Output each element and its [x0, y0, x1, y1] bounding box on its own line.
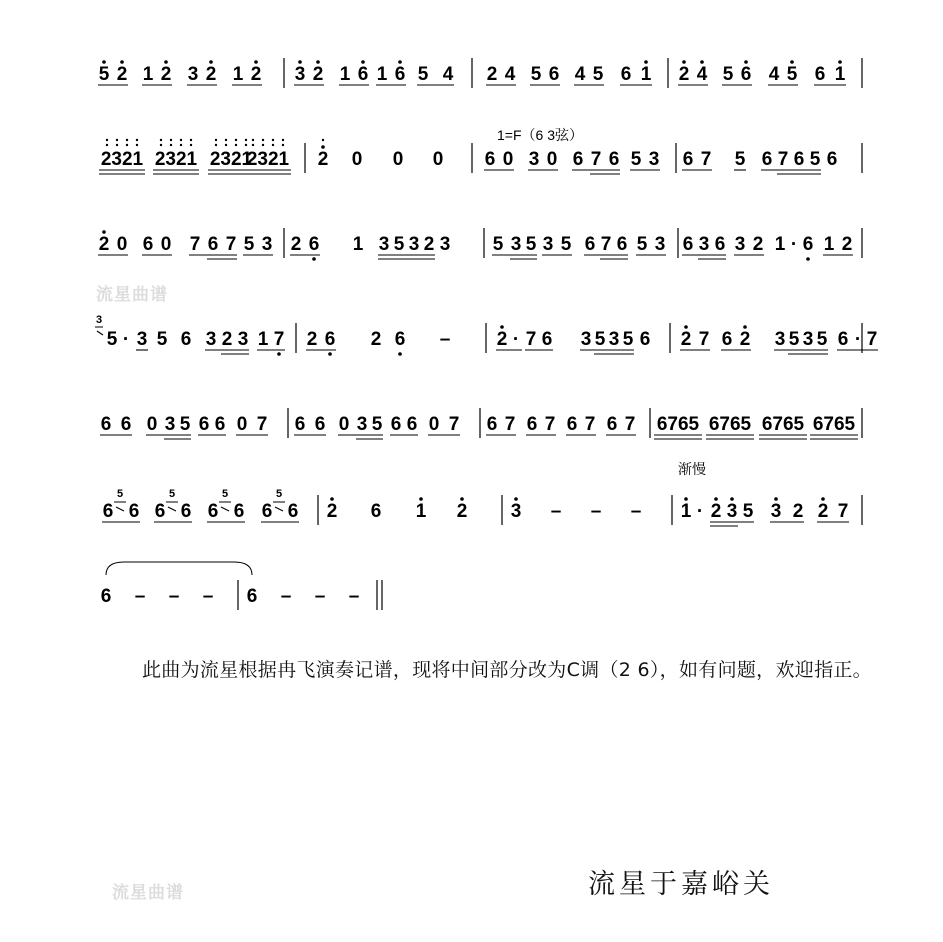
octave-dot-above — [361, 60, 365, 64]
grace-note-mark — [166, 502, 178, 511]
note: 1 — [142, 64, 154, 85]
note: 0 — [146, 414, 158, 435]
note: 5 — [809, 149, 821, 170]
grace-note-label: 3 — [95, 314, 103, 326]
octave-dot-above — [398, 60, 402, 64]
note: 2 — [739, 329, 751, 350]
note: 2 — [680, 329, 692, 350]
note: 3 — [378, 234, 390, 255]
note: 3 — [802, 329, 814, 350]
note: 6 — [620, 64, 632, 85]
note: 2 — [98, 234, 110, 255]
octave-dot-above — [160, 144, 162, 146]
key-change-annotation: 1=F（6 3弦） — [497, 127, 583, 143]
note-group: 2321 — [209, 149, 253, 170]
note: 5 — [786, 64, 798, 85]
grace-note-mark — [95, 327, 103, 335]
octave-dot-above — [215, 144, 217, 146]
note: 5 — [788, 329, 800, 350]
note: 0 — [351, 149, 363, 170]
note: 3 — [528, 149, 540, 170]
note: 7 — [866, 329, 878, 350]
note: 2 — [710, 501, 722, 522]
note: 2 — [250, 64, 262, 85]
note: 4 — [574, 64, 586, 85]
note: – — [550, 501, 562, 522]
note: 3 — [774, 329, 786, 350]
note: 7 — [544, 414, 556, 435]
note: 1 — [640, 64, 652, 85]
note: 2 — [306, 329, 318, 350]
slur — [106, 562, 252, 575]
note: 7 — [273, 329, 285, 350]
note: 6 — [233, 501, 245, 522]
octave-dot-above — [744, 60, 748, 64]
octave-dot-above — [120, 60, 124, 64]
note: 2 — [792, 501, 804, 522]
ritardando-annotation: 渐慢 — [678, 461, 706, 477]
note: 5 — [636, 234, 648, 255]
note: 6 — [120, 414, 132, 435]
octave-dot-above — [215, 139, 217, 141]
octave-dot-above — [743, 325, 747, 329]
octave-dot-above — [106, 139, 108, 141]
score-note — [100, 655, 890, 686]
note: 7 — [590, 149, 602, 170]
note: 6 — [314, 414, 326, 435]
note: 2 — [423, 234, 435, 255]
octave-dot-above — [225, 144, 227, 146]
octave-dot-above — [644, 60, 648, 64]
note: 0 — [116, 234, 128, 255]
octave-dot-above — [700, 60, 704, 64]
note: 3 — [734, 234, 746, 255]
note: 5 — [492, 234, 504, 255]
octave-dot-above — [821, 497, 825, 501]
note: · — [790, 234, 798, 255]
note: 5 — [722, 64, 734, 85]
note: – — [314, 586, 326, 607]
octave-dot-above — [225, 139, 227, 141]
octave-dot-above — [272, 139, 274, 141]
octave-dot-above — [116, 139, 118, 141]
note: 6 — [740, 64, 752, 85]
note: 3 — [205, 329, 217, 350]
octave-dot-above — [235, 144, 237, 146]
octave-dot-above — [790, 60, 794, 64]
octave-dot-above — [460, 497, 464, 501]
note: 5 — [525, 234, 537, 255]
octave-dot-above — [164, 60, 168, 64]
note: 5 — [371, 414, 383, 435]
note: 3 — [510, 501, 522, 522]
octave-dot-above — [102, 60, 106, 64]
note: 2 — [817, 501, 829, 522]
note: 6 — [826, 149, 838, 170]
note: 6 — [526, 414, 538, 435]
note: 6 — [484, 149, 496, 170]
note: 7 — [225, 234, 237, 255]
note: 1 — [376, 64, 388, 85]
note: 6 — [606, 414, 618, 435]
note: 6 — [102, 501, 114, 522]
note: 6 — [584, 234, 596, 255]
grace-note-mark — [219, 502, 231, 511]
note: 6 — [639, 329, 651, 350]
note: 5 — [742, 501, 754, 522]
note: 3 — [542, 234, 554, 255]
note: 5 — [243, 234, 255, 255]
note: 0 — [338, 414, 350, 435]
note: – — [134, 586, 146, 607]
note: 1 — [232, 64, 244, 85]
octave-dot-above — [102, 230, 106, 234]
note: 6 — [261, 501, 273, 522]
note: 2 — [326, 501, 338, 522]
note: 6 — [294, 414, 306, 435]
note: 3 — [187, 64, 199, 85]
note: 6 — [287, 501, 299, 522]
note: 1 — [834, 64, 846, 85]
note: 5 — [594, 329, 606, 350]
grace-note-label: 5 — [275, 488, 283, 500]
note: 6 — [394, 329, 406, 350]
note: 5 — [816, 329, 828, 350]
note: 3 — [439, 234, 451, 255]
note: 3 — [164, 414, 176, 435]
note: 3 — [261, 234, 273, 255]
octave-dot-above — [262, 144, 264, 146]
grace-note-mark — [114, 502, 126, 511]
note: 6 — [207, 234, 219, 255]
note: 1 — [415, 501, 427, 522]
octave-dot-below — [328, 352, 332, 356]
octave-dot-above — [180, 139, 182, 141]
octave-dot-above — [254, 60, 258, 64]
grace-note-label: 5 — [168, 488, 176, 500]
note: 2 — [221, 329, 233, 350]
note: 2 — [317, 149, 329, 170]
note: 5 — [156, 329, 168, 350]
note: 6 — [572, 149, 584, 170]
note: 1 — [257, 329, 269, 350]
note: 4 — [442, 64, 454, 85]
grace-note-label: 5 — [221, 488, 229, 500]
note: 3 — [356, 414, 368, 435]
note: 7 — [777, 149, 789, 170]
note: 6 — [207, 501, 219, 522]
note: 7 — [698, 329, 710, 350]
note-group: 6765 — [812, 414, 856, 435]
note: 3 — [608, 329, 620, 350]
note: 3 — [726, 501, 738, 522]
note: 5 — [630, 149, 642, 170]
note: – — [202, 586, 214, 607]
note-group: 6765 — [708, 414, 752, 435]
note: 6 — [541, 329, 553, 350]
note: 6 — [714, 234, 726, 255]
note: 1 — [774, 234, 786, 255]
note: 6 — [142, 234, 154, 255]
octave-dot-above — [272, 144, 274, 146]
note: 0 — [392, 149, 404, 170]
octave-dot-above — [190, 144, 192, 146]
note: 6 — [814, 64, 826, 85]
note: 2 — [160, 64, 172, 85]
note: 2 — [370, 329, 382, 350]
octave-dot-above — [774, 497, 778, 501]
octave-dot-above — [245, 139, 247, 141]
note: 0 — [428, 414, 440, 435]
note: 2 — [456, 501, 468, 522]
note: 6 — [682, 234, 694, 255]
note: 5 — [622, 329, 634, 350]
note: 5 — [98, 64, 110, 85]
note: 3 — [237, 329, 249, 350]
note: 1 — [680, 501, 692, 522]
note: 6 — [128, 501, 140, 522]
note: 5 — [179, 414, 191, 435]
octave-dot-above — [116, 144, 118, 146]
note: – — [168, 586, 180, 607]
octave-dot-above — [126, 144, 128, 146]
octave-dot-above — [322, 139, 324, 141]
octave-dot-above — [730, 497, 734, 501]
note-group: 2321 — [246, 149, 290, 170]
note: · — [854, 329, 862, 350]
note: 0 — [160, 234, 172, 255]
note: 5 — [734, 149, 746, 170]
octave-dot-below — [398, 352, 402, 356]
octave-dot-above — [190, 139, 192, 141]
note: 5 — [417, 64, 429, 85]
octave-dot-above — [282, 144, 284, 146]
note-group: 2321 — [100, 149, 144, 170]
note: 7 — [700, 149, 712, 170]
note: 6 — [486, 414, 498, 435]
note: 3 — [136, 329, 148, 350]
note: – — [439, 329, 451, 350]
note: 6 — [566, 414, 578, 435]
octave-dot-above — [170, 144, 172, 146]
note: 5 — [560, 234, 572, 255]
note: 7 — [837, 501, 849, 522]
note: 2 — [290, 234, 302, 255]
note: 7 — [624, 414, 636, 435]
note: 5 — [393, 234, 405, 255]
watermark-top: 流星曲谱 — [96, 285, 168, 305]
octave-dot-above — [684, 325, 688, 329]
note: 6 — [616, 234, 628, 255]
octave-dot-above — [262, 139, 264, 141]
note: 2 — [496, 329, 508, 350]
note: 6 — [198, 414, 210, 435]
note: – — [348, 586, 360, 607]
octave-dot-above — [282, 139, 284, 141]
note: 6 — [548, 64, 560, 85]
note: 3 — [698, 234, 710, 255]
note: 4 — [768, 64, 780, 85]
octave-dot-above — [235, 139, 237, 141]
note: – — [630, 501, 642, 522]
grace-note-mark — [273, 502, 285, 511]
note: 3 — [648, 149, 660, 170]
octave-dot-above — [330, 497, 334, 501]
note-group: 6765 — [656, 414, 700, 435]
note: 6 — [100, 414, 112, 435]
note: 2 — [116, 64, 128, 85]
octave-dot-above — [838, 60, 842, 64]
note: 6 — [324, 329, 336, 350]
note: 6 — [837, 329, 849, 350]
note: 6 — [406, 414, 418, 435]
octave-dot-above — [160, 139, 162, 141]
note: 7 — [600, 234, 612, 255]
note: 6 — [100, 586, 112, 607]
octave-dot-above — [180, 144, 182, 146]
note: 3 — [580, 329, 592, 350]
note: 0 — [502, 149, 514, 170]
watermark-bottom: 流星曲谱 — [112, 883, 184, 903]
note: 6 — [154, 501, 166, 522]
note: 6 — [357, 64, 369, 85]
note-paragraph: 此曲为流星根据冉飞演奏记谱，现将中间部分改为C调（2 6），如有问题，欢迎指正。 — [142, 659, 872, 681]
note: 6 — [761, 149, 773, 170]
note: 3 — [294, 64, 306, 85]
note: 0 — [432, 149, 444, 170]
octave-dot-above — [514, 497, 518, 501]
note: 2 — [752, 234, 764, 255]
note: 5 — [106, 329, 118, 350]
octave-dot-below — [806, 257, 810, 261]
note: 0 — [546, 149, 558, 170]
octave-dot-above — [252, 139, 254, 141]
octave-dot-above — [126, 139, 128, 141]
octave-dot-above — [298, 60, 302, 64]
octave-dot-above — [209, 60, 213, 64]
grace-note-label: 5 — [116, 488, 124, 500]
note: 6 — [394, 64, 406, 85]
note: 4 — [504, 64, 516, 85]
note: 6 — [390, 414, 402, 435]
note: 6 — [802, 234, 814, 255]
octave-dot-above — [316, 60, 320, 64]
octave-dot-above — [500, 325, 504, 329]
note: 3 — [510, 234, 522, 255]
octave-dot-above — [684, 497, 688, 501]
note: 7 — [189, 234, 201, 255]
octave-dot-below — [312, 257, 316, 261]
note: 1 — [339, 64, 351, 85]
note: 3 — [770, 501, 782, 522]
note: 6 — [608, 149, 620, 170]
note: 7 — [584, 414, 596, 435]
octave-dot-above — [252, 144, 254, 146]
note: 5 — [530, 64, 542, 85]
note: 6 — [682, 149, 694, 170]
note: 6 — [214, 414, 226, 435]
signature: 流星于嘉峪关 — [588, 869, 774, 900]
note: 6 — [308, 234, 320, 255]
octave-dot-above — [136, 139, 138, 141]
note: – — [590, 501, 602, 522]
note: 2 — [678, 64, 690, 85]
octave-dot-above — [419, 497, 423, 501]
octave-dot-above — [714, 497, 718, 501]
octave-dot-above — [321, 145, 325, 149]
note: 6 — [721, 329, 733, 350]
octave-dot-above — [170, 139, 172, 141]
note: 7 — [448, 414, 460, 435]
note: 7 — [525, 329, 537, 350]
octave-dot-below — [277, 352, 281, 356]
note: 1 — [352, 234, 364, 255]
note: 2 — [486, 64, 498, 85]
note: 6 — [180, 501, 192, 522]
note-group: 2321 — [154, 149, 198, 170]
note: 6 — [180, 329, 192, 350]
note: 1 — [823, 234, 835, 255]
note: – — [280, 586, 292, 607]
octave-dot-above — [136, 144, 138, 146]
note: 2 — [312, 64, 324, 85]
note-group: 6765 — [761, 414, 805, 435]
note: 6 — [370, 501, 382, 522]
octave-dot-above — [245, 144, 247, 146]
note: 0 — [236, 414, 248, 435]
note: 6 — [793, 149, 805, 170]
note: 2 — [841, 234, 853, 255]
note: 3 — [654, 234, 666, 255]
note: · — [122, 329, 130, 350]
note: 4 — [696, 64, 708, 85]
note: · — [696, 501, 704, 522]
note: 5 — [592, 64, 604, 85]
octave-dot-above — [106, 144, 108, 146]
note: 6 — [246, 586, 258, 607]
note: 2 — [205, 64, 217, 85]
note: · — [512, 329, 520, 350]
note: 3 — [408, 234, 420, 255]
note: 7 — [504, 414, 516, 435]
note: 7 — [256, 414, 268, 435]
octave-dot-above — [682, 60, 686, 64]
